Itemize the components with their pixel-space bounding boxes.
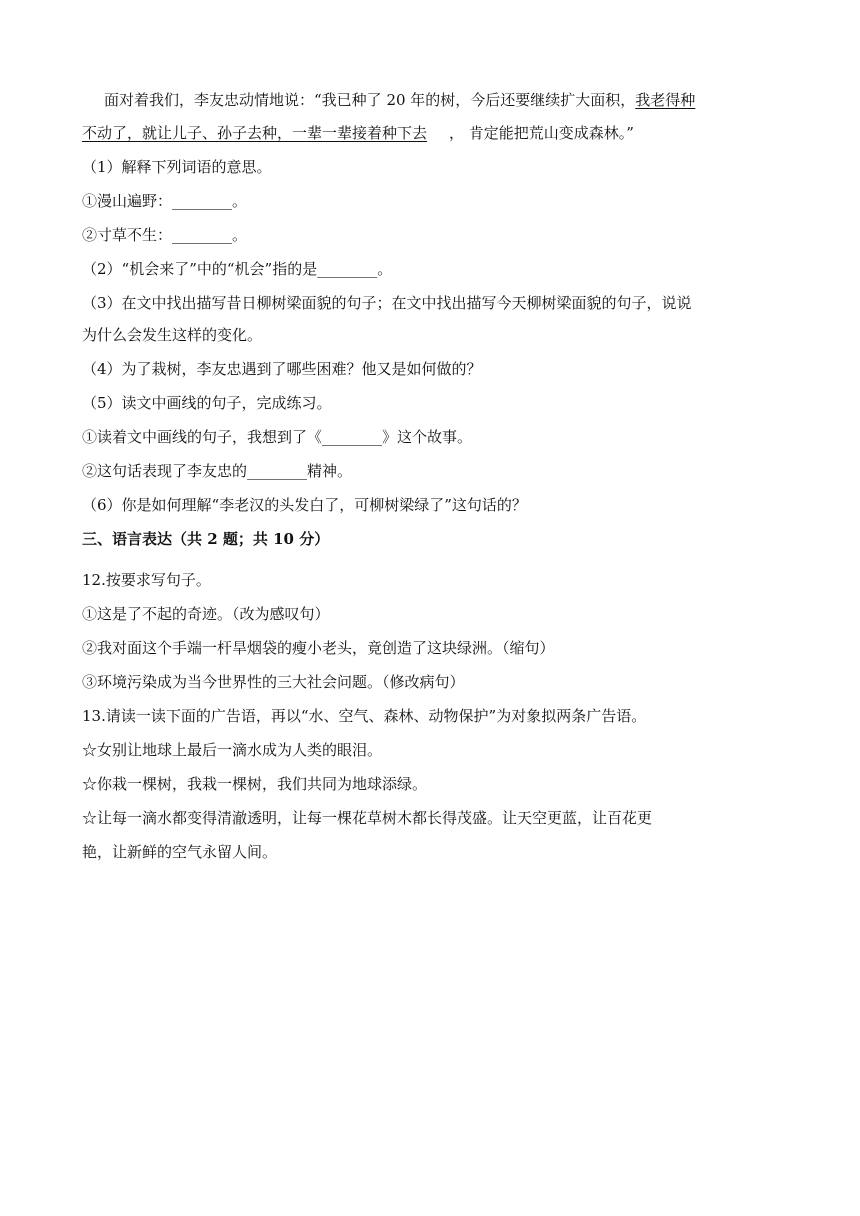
section-heading: 三、语言表达（共 2 题；共 10 分） bbox=[82, 530, 330, 548]
question-12-1: ①这是了不起的奇迹。（改为感叹句） bbox=[82, 605, 330, 623]
underlined-sentence: 我老得种 bbox=[635, 91, 696, 109]
question-1-a: ①漫山遍野：________。 bbox=[82, 192, 248, 210]
underlined-sentence: 不动了，就让儿子、孙子去种，一辈一辈接着种下去 bbox=[82, 124, 428, 142]
question-4: （4）为了栽树，李友忠遇到了哪些困难？他又是如何做的？ bbox=[82, 360, 482, 378]
passage-line-1 bbox=[104, 90, 695, 110]
question-1: （1）解释下列词语的意思。 bbox=[82, 158, 272, 176]
passage-text: 面对着我们，李友忠动情地说：“我已种了 20 年的树，今后还要继续扩大面积， bbox=[104, 91, 636, 109]
question-2: （2）“机会来了”中的“机会”指的是________。 bbox=[82, 260, 393, 278]
passage-line-2 bbox=[82, 123, 634, 143]
question-3-line-2: 为什么会发生这样的变化。 bbox=[82, 326, 263, 344]
question-12-2: ②我对面这个手端一杆旱烟袋的瘦小老头，竟创造了这块绿洲。（缩句） bbox=[82, 639, 555, 657]
ad-slogan-2: ☆你栽一棵树，我栽一棵树，我们共同为地球添绿。 bbox=[82, 775, 428, 793]
question-5-a: ①读着文中画线的句子，我想到了《________》这个故事。 bbox=[82, 428, 473, 446]
question-12: 12.按要求写句子。 bbox=[82, 571, 211, 589]
passage-text: ， 肯定能把荒山变成森林。” bbox=[449, 124, 634, 142]
question-1-b: ②寸草不生：________。 bbox=[82, 226, 248, 244]
question-13: 13.请读一读下面的广告语，再以“水、空气、森林、动物保护”为对象拟两条广告语。 bbox=[82, 707, 647, 725]
question-5-b: ②这句话表现了李友忠的________精神。 bbox=[82, 462, 353, 480]
question-5: （5）读文中画线的句子，完成练习。 bbox=[82, 394, 332, 412]
question-6: （6）你是如何理解“李老汉的头发白了，可柳树梁绿了”这句话的？ bbox=[82, 496, 527, 514]
question-12-3: ③环境污染成为当今世界性的三大社会问题。（修改病句） bbox=[82, 673, 465, 691]
ad-slogan-3-line-1: ☆让每一滴水都变得清澈透明，让每一棵花草树木都长得茂盛。让天空更蓝，让百花更 bbox=[82, 809, 653, 827]
ad-slogan-1: ☆女别让地球上最后一滴水成为人类的眼泪。 bbox=[82, 741, 383, 759]
question-3-line-1: （3）在文中找出描写昔日柳树梁面貌的句子；在文中找出描写今天柳树梁面貌的句子，说说 bbox=[82, 294, 692, 312]
ad-slogan-3-line-2: 艳，让新鲜的空气永留人间。 bbox=[82, 843, 278, 861]
